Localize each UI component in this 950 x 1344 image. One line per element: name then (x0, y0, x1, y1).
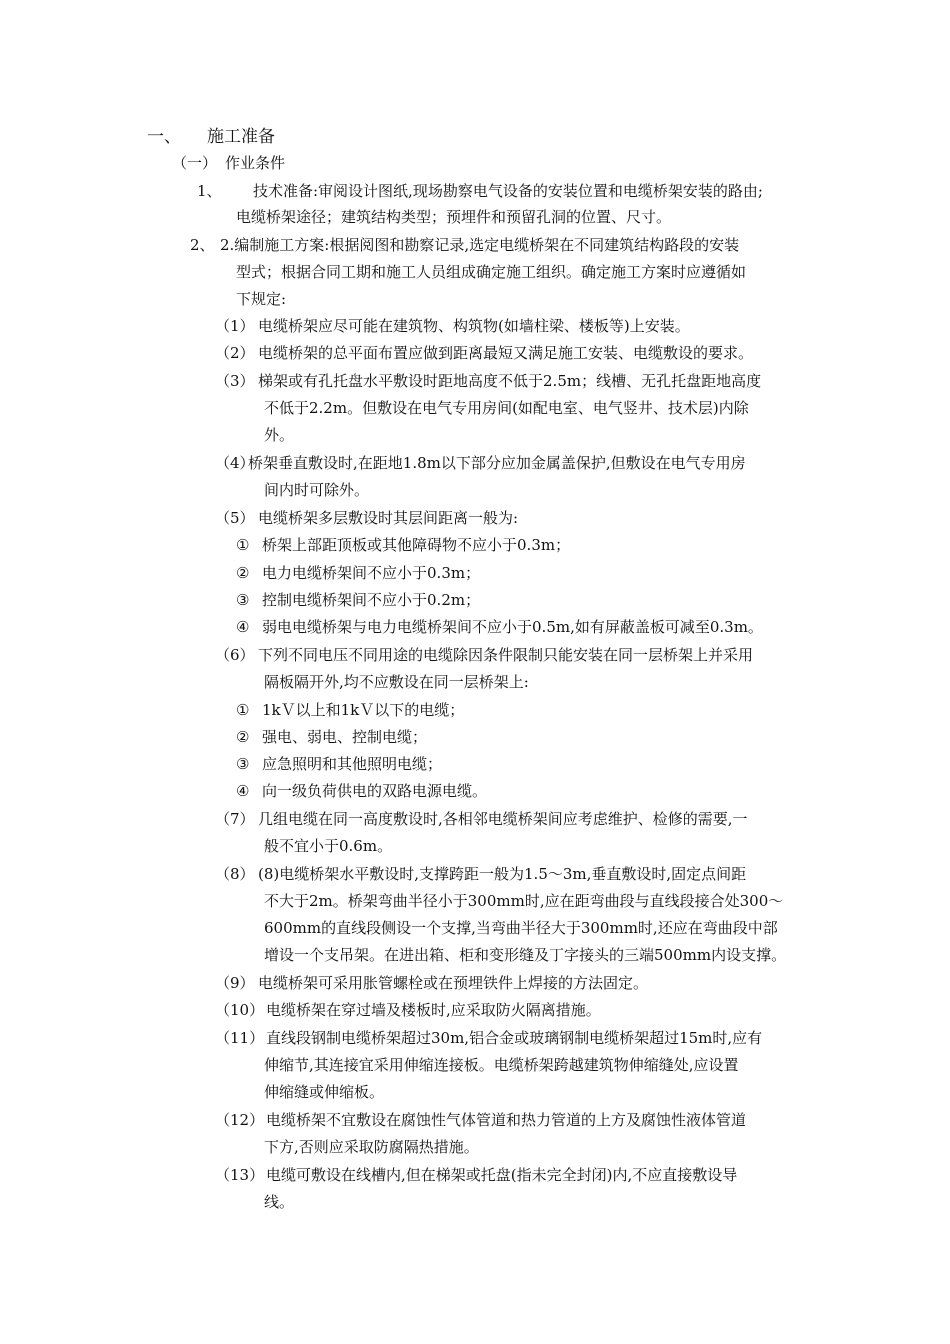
section-number: 一、 (147, 127, 181, 147)
rule-13-line-1: 电缆可敷设在线槽内,但在梯架或托盘(指未完全封闭)内,不应直接敷设导 (266, 1166, 738, 1184)
item-2-line-1: 2.编制施工方案:根据阅图和勘察记录,选定电缆桥架在不同建筑结构路段的安装 (220, 236, 740, 254)
rule-3-line-3: 外。 (264, 426, 295, 444)
rule-5-clause-3-number: ③ (236, 591, 250, 609)
rule-9-line-1: 电缆桥架可采用胀管螺栓或在预埋铁件上焊接的方法固定。 (258, 974, 649, 992)
rule-6-clause-4: 向一级负荷供电的双路电源电缆。 (262, 782, 488, 800)
section-title: 施工准备 (207, 127, 275, 147)
subsection-title: 作业条件 (225, 154, 286, 172)
rule-5-number: （5） (215, 509, 255, 527)
rule-4-number: （4） (215, 454, 255, 472)
rule-5-clause-4-number: ④ (236, 618, 250, 636)
rule-2-line-1: 电缆桥架的总平面布置应做到距离最短又满足施工安装、电缆敷设的要求。 (258, 344, 754, 362)
rule-11-line-1: 直线段钢制电缆桥架超过30m,铝合金或玻璃钢制电缆桥架超过15m时,应有 (266, 1029, 763, 1047)
rule-1-number: （1） (215, 317, 255, 335)
rule-4-line-1: 桥架垂直敷设时,在距地1.8m以下部分应加金属盖保护,但敷设在电气专用房 (248, 454, 746, 472)
rule-8-number: （8） (215, 865, 255, 883)
rule-12-line-1: 电缆桥架不宜敷设在腐蚀性气体管道和热力管道的上方及腐蚀性液体管道 (266, 1111, 747, 1129)
rule-6-clause-2-number: ② (236, 728, 250, 746)
item-2-number: 2、 (190, 236, 215, 254)
rule-6-clause-4-number: ④ (236, 782, 250, 800)
item-1-line-1: 技术准备:审阅设计图纸,现场勘察电气设备的安装位置和电缆桥架安装的路由; (253, 182, 763, 200)
rule-10-number: （10） (215, 1001, 265, 1019)
item-2-line-3: 下规定: (236, 290, 287, 308)
rule-8-line-3: 600mm的直线段侧设一个支撑,当弯曲半径大于300mm时,还应在弯曲段中部 (264, 919, 778, 937)
rule-6-line-1: 下列不同电压不同用途的电缆除因条件限制只能安装在同一层桥架上并采用 (258, 646, 754, 664)
rule-6-clause-3: 应急照明和其他照明电缆； (262, 755, 443, 773)
subsection-number: （一） (172, 154, 218, 172)
rule-6-line-2: 隔板隔开外,均不应敷设在同一层桥架上: (264, 673, 529, 691)
rule-3-number: （3） (215, 372, 255, 390)
rule-6-clause-1-number: ① (236, 701, 250, 719)
rule-6-clause-3-number: ③ (236, 755, 250, 773)
rule-5-clause-3: 控制电缆桥架间不应小于0.2m； (262, 591, 481, 609)
rule-9-number: （9） (215, 974, 255, 992)
rule-8-line-2: 不大于2m。桥架弯曲半径小于300mm时,应在距弯曲段与直线段接合处300～ (264, 892, 784, 910)
rule-10-line-1: 电缆桥架在穿过墙及楼板时,应采取防火隔离措施。 (266, 1001, 601, 1019)
rule-8-line-4: 增设一个支吊架。在进出箱、柜和变形缝及丁字接头的三端500mm内设支撑。 (264, 946, 787, 964)
rule-7-line-1: 几组电缆在同一高度敷设时,各相邻电缆桥架间应考虑维护、检修的需要,一 (258, 810, 748, 828)
item-1-line-2: 电缆桥架途径；建筑结构类型；预埋件和预留孔洞的位置、尺寸。 (236, 208, 672, 226)
rule-3-line-2: 不低于2.2m。但敷设在电气专用房间(如配电室、电气竖井、技术层)内除 (264, 399, 749, 417)
rule-12-number: （12） (215, 1111, 265, 1129)
rule-13-number: （13） (215, 1166, 265, 1184)
rule-5-clause-1: 桥架上部距顶板或其他障碍物不应小于0.3m； (262, 536, 571, 554)
rule-7-line-2: 般不宜小于0.6m。 (264, 837, 393, 855)
rule-8-line-1: (8)电缆桥架水平敷设时,支撑跨距一般为1.5～3m,垂直敷设时,固定点间距 (258, 865, 747, 883)
rule-7-number: （7） (215, 810, 255, 828)
rule-5-clause-2-number: ② (236, 564, 250, 582)
rule-11-line-3: 伸缩缝或伸缩板。 (264, 1083, 385, 1101)
rule-4-line-2: 间内时可除外。 (264, 481, 370, 499)
item-2-line-2: 型式；根据合同工期和施工人员组成确定施工组织。确定施工方案时应遵循如 (236, 263, 747, 281)
subsection-heading (172, 150, 285, 176)
section-heading (147, 124, 275, 150)
rule-5-line-1: 电缆桥架多层敷设时其层间距离一般为: (258, 509, 519, 527)
rule-5-clause-4: 弱电电缆桥架与电力电缆桥架间不应小于0.5m,如有屏蔽盖板可减至0.3m。 (262, 618, 763, 636)
rule-6-clause-2: 强电、弱电、控制电缆； (262, 728, 428, 746)
rule-11-number: （11） (215, 1029, 265, 1047)
rule-2-number: （2） (215, 344, 255, 362)
rule-13-line-2: 线。 (264, 1193, 295, 1211)
rule-5-clause-2: 电力电缆桥架间不应小于0.3m； (262, 564, 481, 582)
item-1-number: 1、 (197, 182, 222, 200)
rule-1-line-1: 电缆桥架应尽可能在建筑物、构筑物(如墙柱梁、楼板等)上安装。 (258, 317, 690, 335)
rule-3-line-1: 梯架或有孔托盘水平敷设时距地高度不低于2.5m；线槽、无孔托盘距地高度 (258, 372, 762, 390)
rule-12-line-2: 下方,否则应采取防腐隔热措施。 (264, 1138, 479, 1156)
rule-11-line-2: 伸缩节,其连接宜采用伸缩连接板。电缆桥架跨越建筑物伸缩缝处,应设置 (264, 1056, 739, 1074)
rule-5-clause-1-number: ① (236, 536, 250, 554)
rule-6-clause-1: 1kＶ以上和1kＶ以下的电缆； (262, 701, 465, 719)
rule-6-number: （6） (215, 646, 255, 664)
